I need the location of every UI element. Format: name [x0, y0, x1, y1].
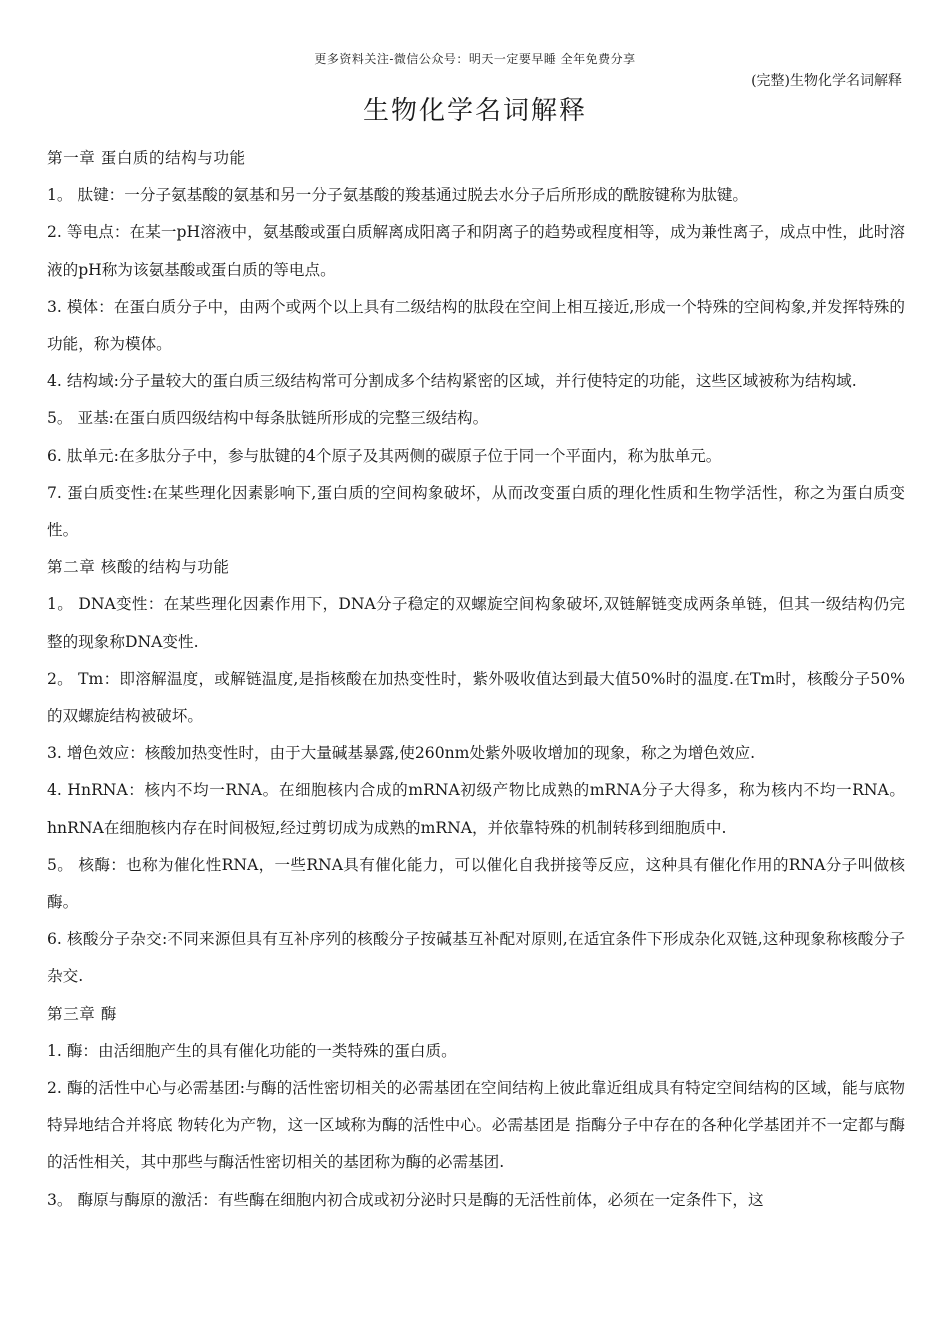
- term-hybridization: 6. 核酸分子杂交:不同来源但具有互补序列的核酸分子按碱基互补配对原则,在适宜条件下形成杂化双链,这种现象称核酸分子杂交.: [47, 930, 905, 986]
- header-note: 更多资料关注-微信公众号：明天一定要早睡 全年免费分享: [314, 52, 636, 66]
- term-zymogen: 3。 酶原与酶原的激活：有些酶在细胞内初合成或初分泌时只是酶的无活性前体，必须在一定条件下，这: [47, 1190, 764, 1209]
- term-subunit: 5。 亚基:在蛋白质四级结构中每条肽链所形成的完整三级结构。: [47, 409, 489, 428]
- term-peptide-bond: 1。 肽键：一分子氨基酸的氨基和另一分子氨基酸的羧基通过脱去水分子后所形成的酰胺键称为肽键。: [47, 186, 749, 205]
- term-dna-denaturation: 1。 DNA变性：在某些理化因素作用下，DNA分子稳定的双螺旋空间构象破坏,双链解链变成两条单链，但其一级结构仍完整的现象称DNA变性.: [47, 595, 905, 651]
- chapter-3-heading: 第三章 酶: [47, 1004, 117, 1023]
- term-ribozyme: 5。 核酶：也称为催化性RNA，一些RNA具有催化能力，可以催化自我拼接等反应，这种具有催化作用的RNA分子叫做核酶。: [47, 855, 905, 912]
- term-peptide-unit: 6. 肽单元:在多肽分子中，参与肽键的4个原子及其两侧的碳原子位于同一个平面内，称为肽单元。: [47, 446, 722, 465]
- chapter-1-heading: 第一章 蛋白质的结构与功能: [47, 149, 246, 167]
- term-isoelectric-point: 2. 等电点：在某一pH溶液中，氨基酸或蛋白质解离成阳离子和阴离子的趋势或程度相等，成为兼性离子，成点中性，此时溶液的pH称为该氨基酸或蛋白质的等电点。: [47, 223, 905, 279]
- term-domain: 4. 结构域:分子量较大的蛋白质三级结构常可分割成多个结构紧密的区域，并行使特定的功能，这些区域被称为结构域.: [47, 372, 857, 391]
- term-hnrna: 4. HnRNA：核内不均一RNA。在细胞核内合成的mRNA初级产物比成熟的mRNA分子大得多，称为核内不均一RNA。hnRNA在细胞核内存在时间极短,经过剪切成为成熟的mRNA，并依靠特殊的机制转移到细胞质中.: [47, 781, 905, 837]
- chapter-2-heading: 第二章 核酸的结构与功能: [47, 558, 230, 577]
- term-motif: 3. 模体：在蛋白质分子中，由两个或两个以上具有二级结构的肽段在空间上相互接近,形成一个特殊的空间构象,并发挥特殊的功能，称为模体。: [47, 297, 905, 354]
- term-active-center: 2. 酶的活性中心与必需基团:与酶的活性密切相关的必需基团在空间结构上彼此靠近组成具有特定空间结构的区域，能与底物特异地结合并将底 物转化为产物，这一区域称为酶的活性中心。必需基团是 指酶分子中存在的各种化学基团并不一定都与酶的活性相关，其中那些与酶活性密切相关的基团称为酶的必需基团.: [47, 1079, 905, 1172]
- document-body: [47, 140, 905, 1219]
- term-enzyme: 1. 酶：由活细胞产生的具有催化功能的一类特殊的蛋白质。: [47, 1041, 457, 1060]
- term-protein-denaturation: 7. 蛋白质变性:在某些理化因素影响下,蛋白质的空间构象破坏，从而改变蛋白质的理化性质和生物学活性，称之为蛋白质变性。: [47, 483, 905, 540]
- term-hyperchromic-effect: 3. 增色效应：核酸加热变性时，由于大量碱基暴露,使260nm处紫外吸收增加的现象，称之为增色效应.: [47, 744, 756, 763]
- term-tm: 2。 Tm：即溶解温度，或解链温度,是指核酸在加热变性时，紫外吸收值达到最大值50%时的温度.在Tm时，核酸分子50%的双螺旋结构被破坏。: [47, 669, 905, 726]
- page-title: 生物化学名词解释: [362, 96, 587, 126]
- header-doc-label: (完整)生物化学名词解释: [751, 73, 902, 89]
